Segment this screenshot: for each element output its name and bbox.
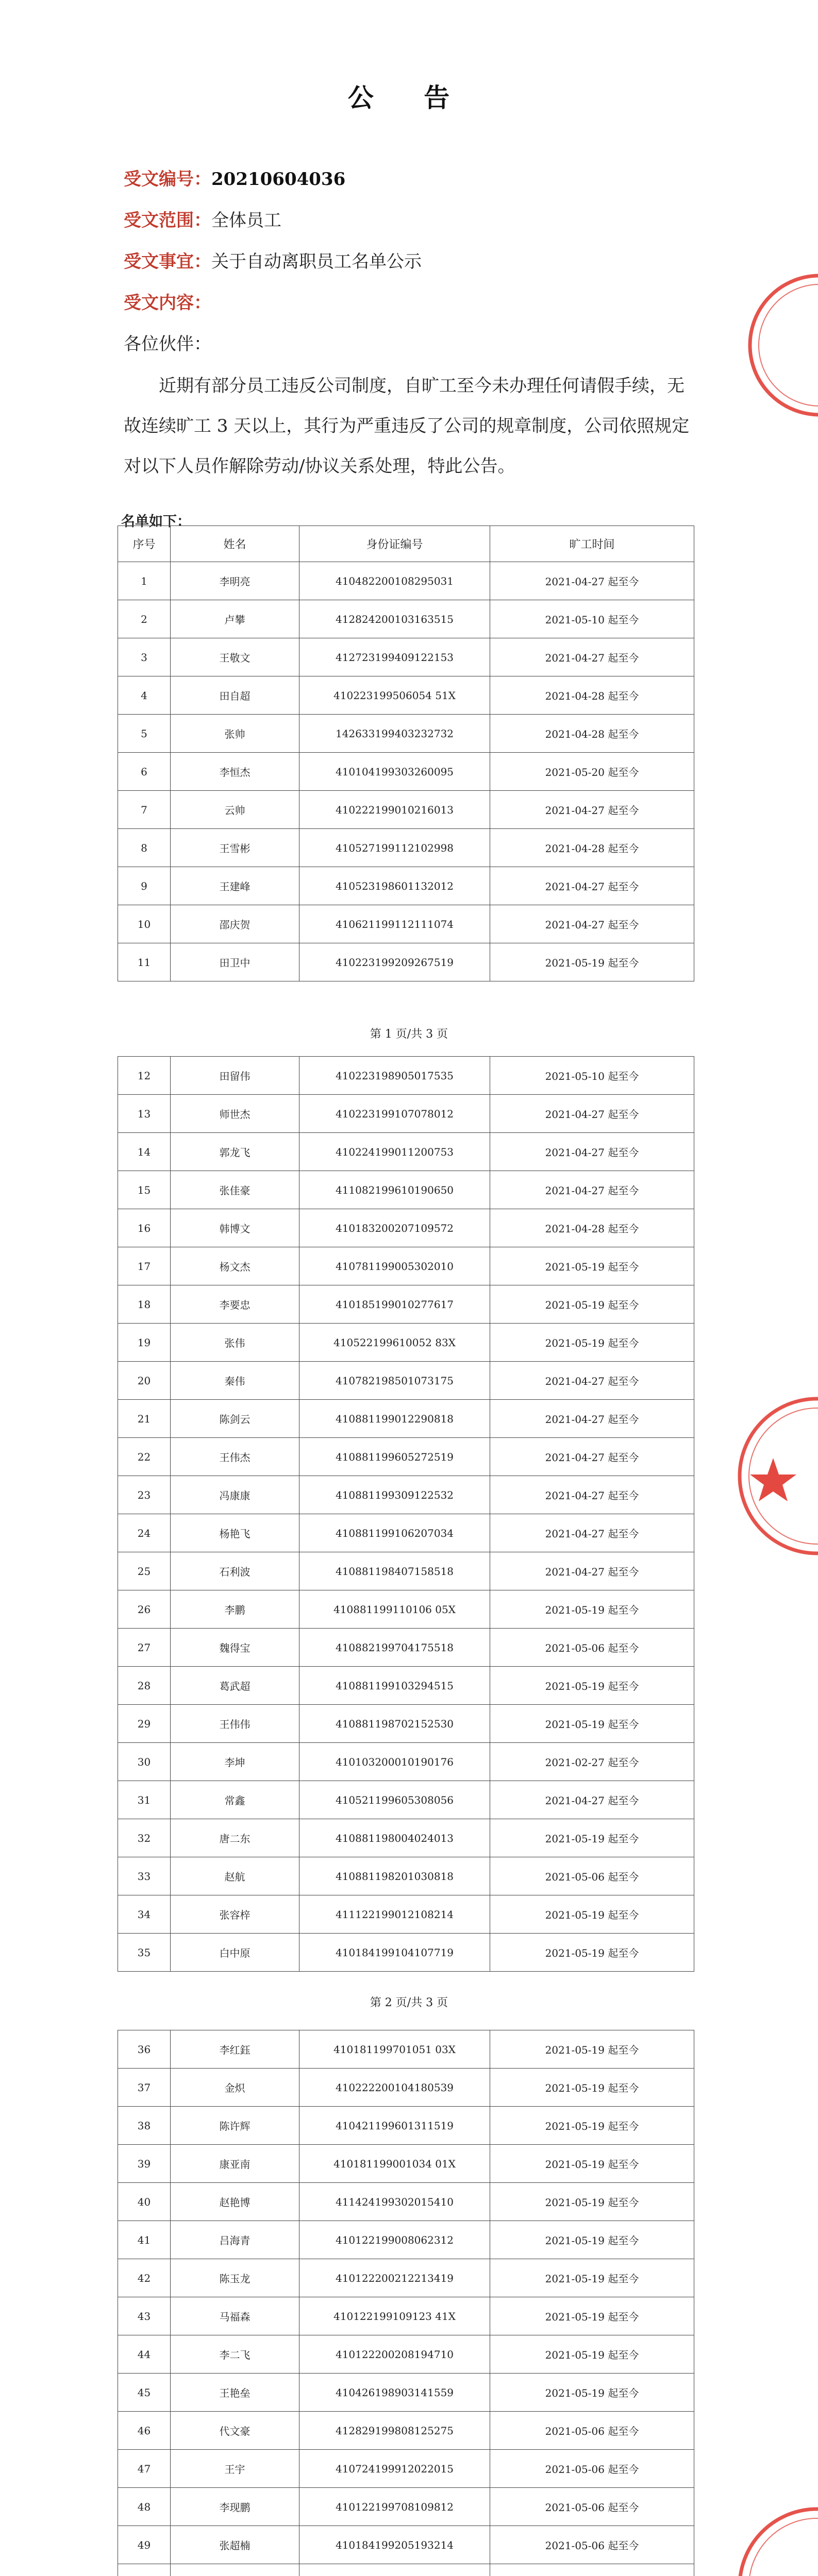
absence-date: 2021-05-10 起至今 <box>490 1057 694 1095</box>
absence-date: 2021-05-19 起至今 <box>490 1705 694 1743</box>
absence-date: 2021-05-19 起至今 <box>490 1667 694 1705</box>
absence-date: 2021-02-27 起至今 <box>490 1743 694 1781</box>
row-number: 32 <box>118 1819 171 1857</box>
id-number: 410122199008062312 <box>299 2221 490 2259</box>
row-number: 29 <box>118 1705 171 1743</box>
absence-date: 2021-04-27 起至今 <box>490 867 694 905</box>
employee-name: 王伟伟 <box>171 1705 299 1743</box>
row-number: 26 <box>118 1590 171 1629</box>
row-number: 47 <box>118 2450 171 2488</box>
table-row <box>118 2564 694 2576</box>
absence-date: 2021-04-27 起至今 <box>490 1514 694 1552</box>
table-row <box>118 562 694 600</box>
employee-name: 师世杰 <box>171 1095 299 1133</box>
table-row <box>118 1285 694 1324</box>
table-row <box>118 1133 694 1171</box>
table-row <box>118 1514 694 1552</box>
id-number: 410222200104180539 <box>299 2069 490 2107</box>
id-number: 410881198201030818 <box>299 1857 490 1895</box>
row-number: 27 <box>118 1629 171 1667</box>
absence-date: 2021-04-28 起至今 <box>490 676 694 715</box>
table-row <box>118 1934 694 1972</box>
employee-name: 李恒杰 <box>171 753 299 791</box>
row-number: 18 <box>118 1285 171 1324</box>
employee-name: 陈玉龙 <box>171 2259 299 2297</box>
table-row <box>118 2488 694 2526</box>
company-seal-icon <box>732 1391 818 1561</box>
table-row <box>118 2259 694 2297</box>
id-number: 410781199005302010 <box>299 1247 490 1285</box>
employee-name: 李要忠 <box>171 1285 299 1324</box>
employee-name: 韩博文 <box>171 1209 299 1247</box>
column-header: 姓名 <box>171 526 299 562</box>
row-number: 48 <box>118 2488 171 2526</box>
table-header-row <box>118 526 694 562</box>
row-number: 28 <box>118 1667 171 1705</box>
absence-date: 2021-05-19 起至今 <box>490 2030 694 2069</box>
table-row <box>118 1629 694 1667</box>
absence-date: 2021-04-27 起至今 <box>490 1781 694 1819</box>
row-number: 35 <box>118 1934 171 1972</box>
row-number: 41 <box>118 2221 171 2259</box>
page-footer: 第 1 页/共 3 页 <box>370 1028 448 1041</box>
id-number: 410181199701051 03X <box>299 2030 490 2069</box>
id-number: 410482200108295031 <box>299 562 490 600</box>
id-number: 410223199209267519 <box>299 943 490 981</box>
absence-date: 2021-05-19 起至今 <box>490 2259 694 2297</box>
employee-name: 秦伟 <box>171 1362 299 1400</box>
row-number: 20 <box>118 1362 171 1400</box>
table-row <box>118 2297 694 2335</box>
employee-name: 赵航 <box>171 1857 299 1895</box>
roster-table-page-3 <box>118 2030 694 2576</box>
id-number: 410527199112102998 <box>299 829 490 867</box>
absence-date: 2021-05-19 起至今 <box>490 1285 694 1324</box>
employee-name: 田自超 <box>171 676 299 715</box>
id-number: 410881199309122532 <box>299 1476 490 1514</box>
table-row <box>118 829 694 867</box>
table-row <box>118 1057 694 1095</box>
id-number: 410122199109123 41X <box>299 2297 490 2335</box>
absence-date: 2021-05-19 起至今 <box>490 1247 694 1285</box>
employee-name: 李鹏 <box>171 1590 299 1629</box>
row-number: 45 <box>118 2374 171 2412</box>
document-title: 公 告 <box>347 82 471 113</box>
id-number: 410881198004024013 <box>299 1819 490 1857</box>
row-number: 36 <box>118 2030 171 2069</box>
employee-name: 张帅 <box>171 715 299 753</box>
id-number: 410881199106207034 <box>299 1514 490 1552</box>
id-number: 410881199605272519 <box>299 1438 490 1476</box>
table-row <box>118 1362 694 1400</box>
absence-date: 2021-04-27 起至今 <box>490 1476 694 1514</box>
roster-table-page-1 <box>118 526 694 981</box>
employee-name: 吕海青 <box>171 2221 299 2259</box>
employee-name: 田卫中 <box>171 943 299 981</box>
table-row <box>118 1324 694 1362</box>
id-number: 410881198407158518 <box>299 1552 490 1590</box>
employee-name: 王敬文 <box>171 638 299 676</box>
absence-date: 2021-05-19 起至今 <box>490 2374 694 2412</box>
row-number: 40 <box>118 2183 171 2221</box>
employee-name: 陈许辉 <box>171 2107 299 2145</box>
row-number: 33 <box>118 1857 171 1895</box>
field-label: 受文内容： <box>124 293 211 313</box>
employee-name: 张超楠 <box>171 2526 299 2564</box>
id-number: 410881199110106 05X <box>299 1590 490 1629</box>
employee-name: 马福森 <box>171 2297 299 2335</box>
row-number <box>118 2564 171 2576</box>
absence-date: 2021-05-19 起至今 <box>490 1590 694 1629</box>
employee-name: 康亚南 <box>171 2145 299 2183</box>
absence-date: 2021-05-19 起至今 <box>490 2069 694 2107</box>
absence-date: 2021-05-06 起至今 <box>490 1857 694 1895</box>
absence-date: 2021-05-19 起至今 <box>490 1819 694 1857</box>
table-row <box>118 2145 694 2183</box>
employee-name: 杨文杰 <box>171 1247 299 1285</box>
absence-date: 2021-04-28 起至今 <box>490 1209 694 1247</box>
employee-name: 张伟 <box>171 1324 299 1362</box>
table-row <box>118 1400 694 1438</box>
row-number: 1 <box>118 562 171 600</box>
table-row <box>118 2107 694 2145</box>
id-number: 410224199011200753 <box>299 1133 490 1171</box>
id-number: 410184199104107719 <box>299 1934 490 1972</box>
row-number: 10 <box>118 905 171 943</box>
table-row <box>118 2526 694 2564</box>
roster-table-page-2 <box>118 1056 694 1972</box>
table-row <box>118 1590 694 1629</box>
employee-name: 杨艳飞 <box>171 1514 299 1552</box>
absence-date: 2021-05-10 起至今 <box>490 600 694 638</box>
table-row <box>118 638 694 676</box>
id-number: 412723199409122153 <box>299 638 490 676</box>
table-row <box>118 2374 694 2412</box>
row-number: 38 <box>118 2107 171 2145</box>
absence-date: 2021-04-27 起至今 <box>490 905 694 943</box>
row-number: 6 <box>118 753 171 791</box>
absence-date: 2021-05-19 起至今 <box>490 2335 694 2374</box>
id-number: 410882199704175518 <box>299 1629 490 1667</box>
absence-date: 2021-05-06 起至今 <box>490 2488 694 2526</box>
absence-date: 2021-05-06 起至今 <box>490 2526 694 2564</box>
field-label: 受文编号： <box>124 169 211 190</box>
table-row <box>118 2412 694 2450</box>
absence-date: 2021-05-06 起至今 <box>490 1629 694 1667</box>
employee-name: 王宇 <box>171 2450 299 2488</box>
id-number: 410523198601132012 <box>299 867 490 905</box>
id-number: 410184199205193214 <box>299 2526 490 2564</box>
absence-date: 2021-05-19 起至今 <box>490 1934 694 1972</box>
id-number: 410724199912022015 <box>299 2450 490 2488</box>
employee-name: 石利波 <box>171 1552 299 1590</box>
id-number: 410103200010190176 <box>299 1743 490 1781</box>
id-number: 410426198903141559 <box>299 2374 490 2412</box>
row-number: 15 <box>118 1171 171 1209</box>
employee-name: 冯康康 <box>171 1476 299 1514</box>
table-row <box>118 791 694 829</box>
list-heading: 名单如下： <box>121 514 191 530</box>
absence-date: 2021-05-19 起至今 <box>490 1324 694 1362</box>
row-number: 37 <box>118 2069 171 2107</box>
field-value: 关于自动离职员工名单公示 <box>211 251 422 272</box>
id-number: 410122199708109812 <box>299 2488 490 2526</box>
field-scope <box>124 206 281 231</box>
table-row <box>118 1781 694 1819</box>
employee-name: 王雪彬 <box>171 829 299 867</box>
id-number: 411122199012108214 <box>299 1895 490 1934</box>
id-number: 410223198905017535 <box>299 1057 490 1095</box>
table-row <box>118 1743 694 1781</box>
field-value: 20210604036 <box>211 169 346 190</box>
absence-date: 2021-04-27 起至今 <box>490 638 694 676</box>
absence-date: 2021-04-27 起至今 <box>490 562 694 600</box>
employee-name: 金炽 <box>171 2069 299 2107</box>
row-number: 46 <box>118 2412 171 2450</box>
row-number: 31 <box>118 1781 171 1819</box>
employee-name: 陈剑云 <box>171 1400 299 1438</box>
row-number: 43 <box>118 2297 171 2335</box>
id-number: 410521199605308056 <box>299 1781 490 1819</box>
row-number: 2 <box>118 600 171 638</box>
table-row <box>118 2030 694 2069</box>
row-number: 22 <box>118 1438 171 1476</box>
table-row <box>118 1857 694 1895</box>
id-number: 410522199610052 83X <box>299 1324 490 1362</box>
field-value: 全体员工 <box>211 210 281 231</box>
row-number: 17 <box>118 1247 171 1285</box>
row-number: 19 <box>118 1324 171 1362</box>
row-number: 3 <box>118 638 171 676</box>
table-row <box>118 1438 694 1476</box>
id-number: 410881199103294515 <box>299 1667 490 1705</box>
greeting: 各位伙伴： <box>124 334 211 354</box>
id-number: 410782198501073175 <box>299 1362 490 1400</box>
id-number: 410185199010277617 <box>299 1285 490 1324</box>
absence-date: 2021-04-28 起至今 <box>490 829 694 867</box>
table-row <box>118 2069 694 2107</box>
row-number: 44 <box>118 2335 171 2374</box>
row-number: 24 <box>118 1514 171 1552</box>
employee-name: 王艳垒 <box>171 2374 299 2412</box>
table-row <box>118 676 694 715</box>
table-row <box>118 2221 694 2259</box>
table-row <box>118 1171 694 1209</box>
row-number: 12 <box>118 1057 171 1095</box>
table-row <box>118 2450 694 2488</box>
id-number: 410222199010216013 <box>299 791 490 829</box>
field-subject <box>124 247 422 273</box>
table-row <box>118 867 694 905</box>
table-row <box>118 905 694 943</box>
employee-name: 赵艳博 <box>171 2183 299 2221</box>
absence-date: 2021-05-19 起至今 <box>490 2145 694 2183</box>
absence-date: 2021-04-27 起至今 <box>490 1552 694 1590</box>
field-label: 受文事宜： <box>124 251 211 272</box>
table-row <box>118 2335 694 2374</box>
absence-date: 2021-04-27 起至今 <box>490 1171 694 1209</box>
table-row <box>118 943 694 981</box>
row-number: 14 <box>118 1133 171 1171</box>
absence-date: 2021-04-27 起至今 <box>490 1400 694 1438</box>
row-number: 21 <box>118 1400 171 1438</box>
absence-date: 2021-05-19 起至今 <box>490 943 694 981</box>
employee-name: 郭龙飞 <box>171 1133 299 1171</box>
table-row <box>118 2183 694 2221</box>
row-number: 23 <box>118 1476 171 1514</box>
id-number: 412824200103163515 <box>299 600 490 638</box>
table-row <box>118 715 694 753</box>
table-row <box>118 1247 694 1285</box>
id-number <box>299 2564 490 2576</box>
company-seal-icon <box>742 268 818 422</box>
row-number: 30 <box>118 1743 171 1781</box>
employee-name: 葛武超 <box>171 1667 299 1705</box>
column-header: 旷工时间 <box>490 526 694 562</box>
row-number: 13 <box>118 1095 171 1133</box>
employee-name: 李红鈺 <box>171 2030 299 2069</box>
employee-name: 张容梓 <box>171 1895 299 1934</box>
employee-name: 唐二东 <box>171 1819 299 1857</box>
page-footer: 第 2 页/共 3 页 <box>370 1996 448 2009</box>
id-number: 410181199001034 01X <box>299 2145 490 2183</box>
row-number: 16 <box>118 1209 171 1247</box>
absence-date: 2021-05-19 起至今 <box>490 2297 694 2335</box>
field-content <box>124 289 211 314</box>
row-number: 7 <box>118 791 171 829</box>
absence-date: 2021-05-19 起至今 <box>490 1895 694 1934</box>
id-number: 142633199403232732 <box>299 715 490 753</box>
employee-name: 张佳豪 <box>171 1171 299 1209</box>
employee-name: 李二飞 <box>171 2335 299 2374</box>
id-number: 410104199303260095 <box>299 753 490 791</box>
table-row <box>118 1209 694 1247</box>
table-row <box>118 1095 694 1133</box>
row-number: 8 <box>118 829 171 867</box>
absence-date: 2021-05-06 起至今 <box>490 2412 694 2450</box>
table-row <box>118 1705 694 1743</box>
employee-name: 李现鹏 <box>171 2488 299 2526</box>
employee-name: 李坤 <box>171 1743 299 1781</box>
company-seal-icon <box>732 2504 818 2576</box>
id-number: 410421199601311519 <box>299 2107 490 2145</box>
absence-date <box>490 2564 694 2576</box>
id-number: 410881199012290818 <box>299 1400 490 1438</box>
row-number: 39 <box>118 2145 171 2183</box>
id-number: 412829199808125275 <box>299 2412 490 2450</box>
row-number: 25 <box>118 1552 171 1590</box>
employee-name: 代文豪 <box>171 2412 299 2450</box>
employee-name: 云帅 <box>171 791 299 829</box>
row-number: 49 <box>118 2526 171 2564</box>
table-row <box>118 753 694 791</box>
row-number: 4 <box>118 676 171 715</box>
employee-name: 白中原 <box>171 1934 299 1972</box>
row-number: 34 <box>118 1895 171 1934</box>
id-number: 410223199107078012 <box>299 1095 490 1133</box>
id-number: 410122200208194710 <box>299 2335 490 2374</box>
id-number: 411082199610190650 <box>299 1171 490 1209</box>
row-number: 5 <box>118 715 171 753</box>
table-row <box>118 1819 694 1857</box>
id-number: 410223199506054 51X <box>299 676 490 715</box>
field-reference-number <box>124 165 345 190</box>
absence-date: 2021-04-28 起至今 <box>490 715 694 753</box>
employee-name: 常鑫 <box>171 1781 299 1819</box>
absence-date: 2021-05-20 起至今 <box>490 753 694 791</box>
field-label: 受文范围： <box>124 210 211 231</box>
absence-date: 2021-05-19 起至今 <box>490 2107 694 2145</box>
column-header: 序号 <box>118 526 171 562</box>
table-row <box>118 1476 694 1514</box>
employee-name: 田留伟 <box>171 1057 299 1095</box>
employee-name: 王建峰 <box>171 867 299 905</box>
column-header: 身份证编号 <box>299 526 490 562</box>
absence-date: 2021-04-27 起至今 <box>490 791 694 829</box>
absence-date: 2021-04-27 起至今 <box>490 1438 694 1476</box>
table-row <box>118 1667 694 1705</box>
row-number: 9 <box>118 867 171 905</box>
id-number: 410183200207109572 <box>299 1209 490 1247</box>
row-number: 42 <box>118 2259 171 2297</box>
absence-date: 2021-05-19 起至今 <box>490 2183 694 2221</box>
row-number: 11 <box>118 943 171 981</box>
id-number: 410122200212213419 <box>299 2259 490 2297</box>
notice-paragraph: 近期有部分员工违反公司制度，自旷工至今未办理任何请假手续，无故连续旷工 3 天以上，其行为严重违反了公司的规章制度，公司依照规定对以下人员作解除劳动/协议关系处理，特此公告。 <box>124 376 690 477</box>
employee-name <box>171 2564 299 2576</box>
absence-date: 2021-04-27 起至今 <box>490 1133 694 1171</box>
id-number: 410621199112111074 <box>299 905 490 943</box>
employee-name: 魏得宝 <box>171 1629 299 1667</box>
id-number: 410881198702152530 <box>299 1705 490 1743</box>
absence-date: 2021-04-27 起至今 <box>490 1362 694 1400</box>
employee-name: 邵庆贺 <box>171 905 299 943</box>
employee-name: 王伟杰 <box>171 1438 299 1476</box>
employee-name: 卢攀 <box>171 600 299 638</box>
absence-date: 2021-04-27 起至今 <box>490 1095 694 1133</box>
table-row <box>118 600 694 638</box>
table-row <box>118 1552 694 1590</box>
table-row <box>118 1895 694 1934</box>
employee-name: 李明亮 <box>171 562 299 600</box>
absence-date: 2021-05-19 起至今 <box>490 2221 694 2259</box>
absence-date: 2021-05-06 起至今 <box>490 2450 694 2488</box>
id-number: 411424199302015410 <box>299 2183 490 2221</box>
